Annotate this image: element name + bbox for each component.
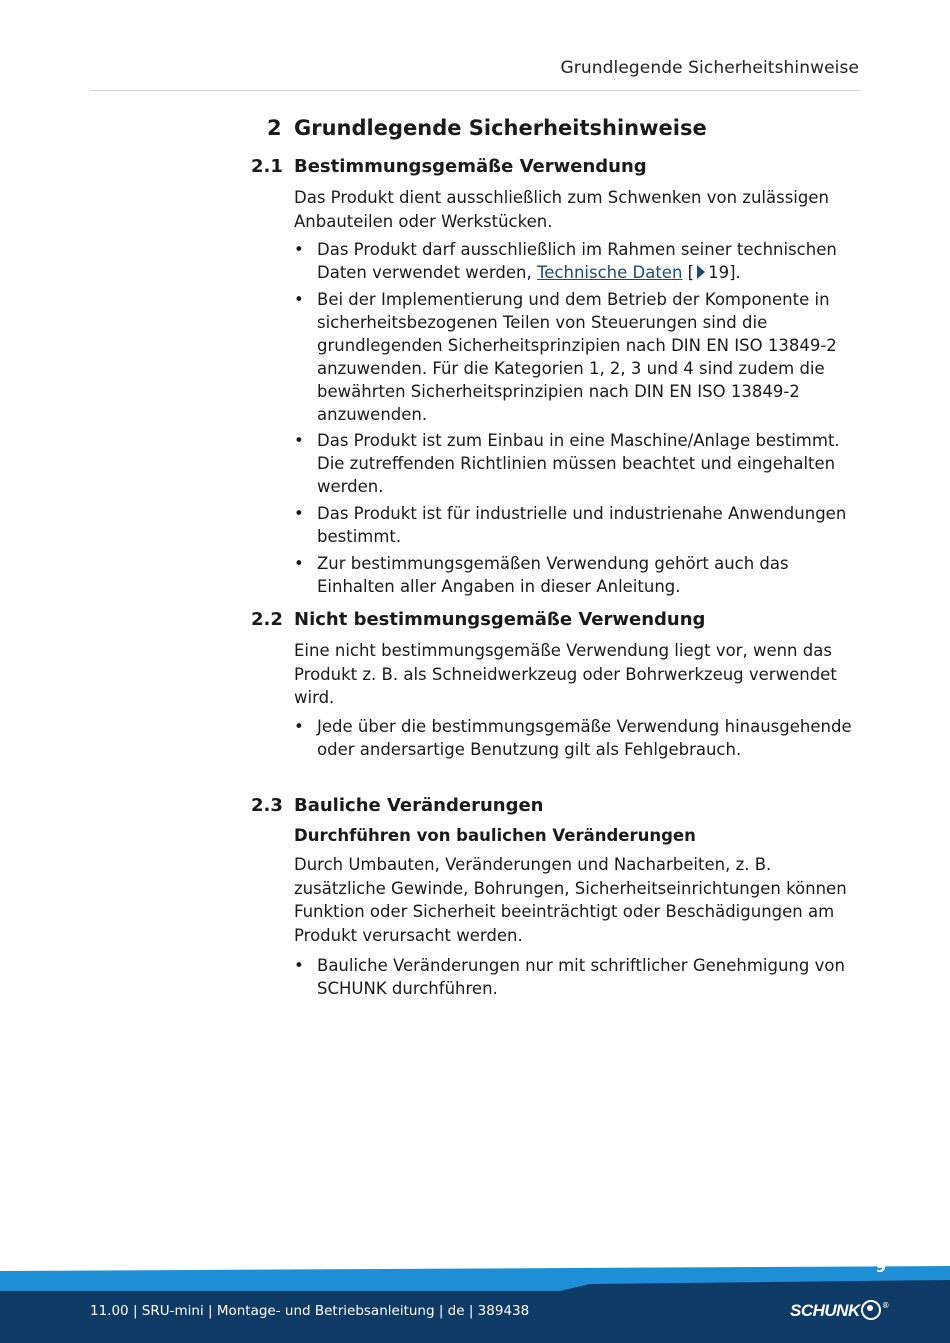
header-divider [90, 90, 860, 91]
schunk-logo: SCHUNK ® [790, 1301, 889, 1320]
section-2-3-subheading: Durchführen von baulichen Veränderungen [294, 826, 696, 845]
chapter-title: Grundlegende Sicherheitshinweise [294, 116, 707, 140]
list-item: • Bei der Implementierung und dem Betrieb der Komponente in sicherheitsbezogenen Teilen von Steuerungen sind die grundlegenden Sicherheitsprinzipien nach DIN EN ISO 13849-2 anzuwenden. Für die Kategorien 1, 2, 3 und 4 sind zudem die bewährten Sicherheitsprinzipien nach DIN EN ISO 13849-2 anzuwenden. [294, 290, 837, 424]
list-item: • Jede über die bestimmungsgemäße Verwendung hinausgehende oder andersartige Benutzung gilt als Fehlgebrauch. [294, 717, 852, 759]
chapter-heading [267, 116, 707, 140]
list-item: • Zur bestimmungsgemäßen Verwendung gehört auch das Einhalten aller Angaben in dieser Anleitung. [294, 554, 789, 596]
chapter-number: 2 [267, 116, 282, 140]
bullet-icon: • [294, 717, 304, 736]
section-heading-2-2: 2.2 Nicht bestimmungsgemäße Verwendung [251, 609, 706, 630]
section-2-1-intro: Das Produkt dient ausschließlich zum Schwenken von zulässigen Anbauteilen oder Werkstücken. [294, 188, 829, 231]
bullet-icon: • [294, 504, 304, 523]
page-number: 9 [875, 1258, 886, 1276]
running-header: Grundlegende Sicherheitshinweise [560, 58, 859, 78]
section-heading-2-1: 2.1 Bestimmungsgemäße Verwendung [251, 156, 647, 177]
bullet-icon: • [294, 956, 304, 975]
footer-document-info: 11.00 | SRU-mini | Montage- und Betriebsanleitung | de | 389438 [90, 1303, 530, 1319]
bullet-icon: • [294, 240, 304, 259]
technische-daten-link[interactable]: Technische Daten [537, 263, 683, 282]
list-item: • Das Produkt ist für industrielle und industrienahe Anwendungen bestimmt. [294, 504, 847, 546]
section-heading-2-3: 2.3 Bauliche Veränderungen [251, 795, 544, 816]
bullet-icon: • [294, 554, 304, 573]
list-item: • Bauliche Veränderungen nur mit schriftlicher Genehmigung von SCHUNK durchführen. [294, 956, 845, 998]
section-2-2-intro: Eine nicht bestimmungsgemäße Verwendung liegt vor, wenn das Produkt z. B. als Schneidwerkzeug oder Bohrwerkzeug verwendet wird. [294, 641, 837, 707]
list-item: • Das Produkt ist zum Einbau in eine Maschine/Anlage bestimmt. Die zutreffenden Richtlinien müssen beachtet und eingehalten werden. [294, 431, 840, 496]
logo-mark-icon [861, 1300, 881, 1320]
bullet-icon: • [294, 290, 304, 309]
section-2-3-intro: Durch Umbauten, Veränderungen und Nacharbeiten, z. B. zusätzliche Gewinde, Bohrungen, Sicherheitseinrichtungen können Funktion oder Sicherheit beeinträchtigt oder Beschädigungen am Produkt verursacht werden. [294, 855, 847, 945]
triangle-right-icon [697, 265, 705, 279]
list-item: • Das Produkt darf ausschließlich im Rahmen seiner technischen Daten verwendet werden, Technische Daten [ 19]. [294, 240, 837, 282]
bullet-icon: • [294, 431, 304, 450]
